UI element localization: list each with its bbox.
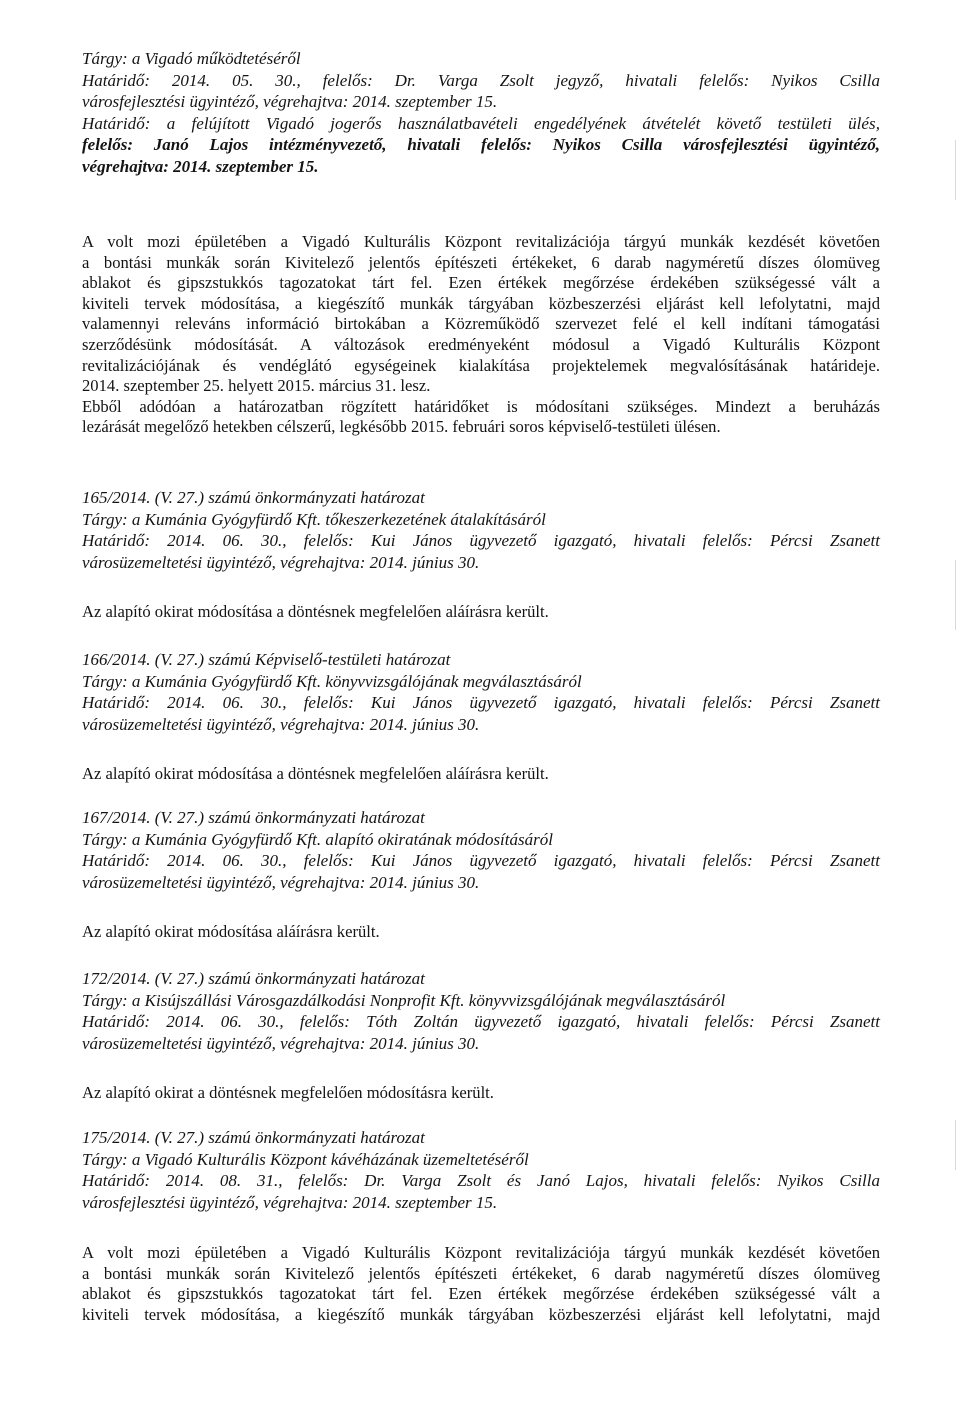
intro-responsible: felelős: Janó Lajos intézményvezető, hivatali felelős: Nyikos Csilla városfejlesztési ügyintéző, — [82, 135, 880, 154]
decision-172-result: Az alapító okirat a döntésnek megfelelően módosításra került. — [82, 1083, 494, 1102]
decision-number: 167/2014. (V. 27.) számú önkormányzati határozat — [82, 808, 425, 827]
paragraph-line: A volt mozi épületében a Vigadó Kulturális Központ revitalizációja tárgyú munkák kezdését követően — [82, 232, 880, 251]
intro-deadline: Határidő: 2014. 05. 30., felelős: Dr. Varga Zsolt jegyző, hivatali felelős: Nyikos Csilla — [82, 70, 880, 90]
paragraph-line: ablakot és gipszstukkós tagozatokat tárt fel. Ezen értékek megőrzése érdekében szükségessé vált a — [82, 1284, 880, 1304]
decision-deadline-cont: városüzemeltetési ügyintéző, végrehajtva: 2014. június 30. — [82, 1033, 480, 1053]
scan-edge-mark — [955, 140, 956, 200]
paragraph-line: kiviteli tervek módosítása, a kiegészítő munkák tárgyában közbeszerzési eljárást kell lefolytatni, majd — [82, 293, 880, 313]
decision-deadline-cont: városüzemeltetési ügyintéző, végrehajtva: 2014. június 30. — [82, 872, 480, 892]
decision-number: 166/2014. (V. 27.) számú Képviselő-testületi határozat — [82, 650, 451, 669]
decision-165-result: Az alapító okirat módosítása a döntésnek megfelelően aláírásra került. — [82, 602, 549, 621]
decision-number: 165/2014. (V. 27.) számú önkormányzati határozat — [82, 488, 425, 507]
intro-deadline-2: Határidő: a felújított Vigadó jogerős használatbavételi engedélyének átvételét követő testületi ülés, — [82, 113, 880, 133]
decision-deadline: Határidő: 2014. 08. 31., felelős: Dr. Varga Zsolt és Janó Lajos, hivatali felelős: Nyikos Csilla — [82, 1171, 880, 1190]
decision-172 — [82, 968, 880, 1054]
intro-deadline-cont: városfejlesztési ügyintéző, végrehajtva: 2014. szeptember 15. — [82, 92, 498, 111]
decision-deadline-cont: városüzemeltetési ügyintéző, végrehajtva: 2014. június 30. — [82, 714, 480, 734]
paragraph-line: A volt mozi épületében a Vigadó Kulturális Központ revitalizációja tárgyú munkák kezdését követően — [82, 1243, 880, 1262]
decision-deadline: Határidő: 2014. 06. 30., felelős: Kui János ügyvezető igazgató, hivatali felelős: Pércsi Zsanett — [82, 693, 880, 712]
paragraph-line: a bontási munkák során Kivitelező jelentős építészeti értékeket, 6 darab nagyméretű díszes ólomüveg — [82, 252, 880, 272]
decision-number: 175/2014. (V. 27.) számú önkormányzati határozat — [82, 1128, 425, 1147]
paragraph-line: szerződésünk módosítását. A változások eredményeként módosul a Vigadó Kulturális Központ — [82, 334, 880, 354]
paragraph-line: valamennyi releváns információ birtokában a Közreműködő szervezet felé el kell indítani támogatási — [82, 314, 880, 334]
decision-167-result: Az alapító okirat módosítása aláírásra került. — [82, 922, 380, 941]
scan-edge-mark — [955, 560, 956, 630]
decision-deadline-cont: városüzemeltetési ügyintéző, végrehajtva: 2014. június 30. — [82, 552, 480, 572]
decision-166 — [82, 649, 880, 735]
paragraph-line: ablakot és gipszstukkós tagozatokat tárt fel. Ezen értékek megőrzése érdekében szükségessé vált a — [82, 273, 880, 293]
explanation-paragraph-2 — [82, 1243, 880, 1325]
decision-deadline: Határidő: 2014. 06. 30., felelős: Kui János ügyvezető igazgató, hivatali felelős: Pércsi Zsanett — [82, 531, 880, 550]
paragraph-line: 2014. szeptember 25. helyett 2015. március 31. lesz. — [82, 376, 431, 396]
paragraph-line: Ebből adódóan a határozatban rögzített határidőket is módosítani szükséges. Mindezt a beruházás — [82, 396, 880, 416]
decision-subject: Tárgy: a Vigadó Kulturális Központ kávéházának üzemeltetéséről — [82, 1149, 529, 1169]
decision-175 — [82, 1127, 880, 1213]
decision-deadline: Határidő: 2014. 06. 30., felelős: Tóth Zoltán ügyvezető igazgató, hivatali felelős: Pércsi Zsanett — [82, 1012, 880, 1031]
scan-edge-mark — [955, 1120, 956, 1170]
decision-number: 172/2014. (V. 27.) számú önkormányzati határozat — [82, 969, 425, 988]
paragraph-line: a bontási munkák során Kivitelező jelentős építészeti értékeket, 6 darab nagyméretű díszes ólomüveg — [82, 1263, 880, 1283]
decision-subject: Tárgy: a Kumánia Gyógyfürdő Kft. könyvvizsgálójának megválasztásáról — [82, 671, 582, 691]
decision-167 — [82, 807, 880, 893]
decision-subject: Tárgy: a Kumánia Gyógyfürdő Kft. alapító okiratának módosításáról — [82, 829, 553, 849]
intro-subject: Tárgy: a Vigadó működtetéséről — [82, 49, 301, 68]
decision-165 — [82, 487, 880, 573]
intro-executed: végrehajtva: 2014. szeptember 15. — [82, 156, 319, 176]
explanation-paragraph — [82, 232, 880, 438]
intro-block — [82, 48, 880, 177]
decision-166-result: Az alapító okirat módosítása a döntésnek megfelelően aláírásra került. — [82, 764, 549, 783]
decision-subject: Tárgy: a Kisújszállási Városgazdálkodási Nonprofit Kft. könyvvizsgálójának megválasztásáról — [82, 990, 726, 1010]
decision-deadline: Határidő: 2014. 06. 30., felelős: Kui János ügyvezető igazgató, hivatali felelős: Pércsi Zsanett — [82, 851, 880, 870]
decision-deadline-cont: városfejlesztési ügyintéző, végrehajtva: 2014. szeptember 15. — [82, 1192, 498, 1212]
paragraph-line: lezárását megelőző hetekben célszerű, legkésőbb 2015. februári soros képviselő-testületi ülésen. — [82, 417, 721, 437]
paragraph-line: kiviteli tervek módosítása, a kiegészítő munkák tárgyában közbeszerzési eljárást kell lefolytatni, majd — [82, 1304, 880, 1324]
decision-subject: Tárgy: a Kumánia Gyógyfürdő Kft. tőkeszerkezetének átalakításáról — [82, 509, 546, 529]
paragraph-line: revitalizációjának és vendéglátó egységeinek kialakítása projektelemek megvalósításának határideje. — [82, 355, 880, 375]
